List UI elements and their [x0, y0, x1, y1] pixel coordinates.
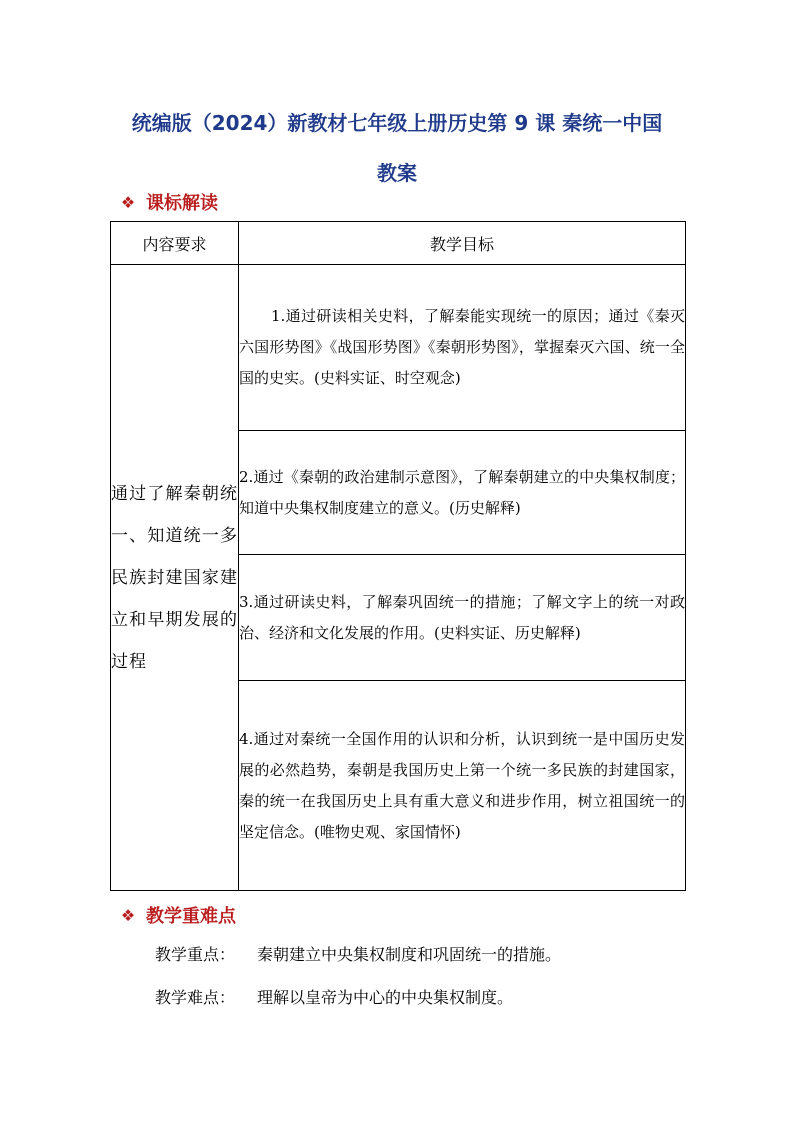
goal-cell-2: 2.通过《秦朝的政治建制示意图》，了解秦朝建立的中央集权制度；知道中央集权制度建立的意义。(历史解释) [239, 431, 686, 555]
title-line-2: 教案 [377, 161, 417, 185]
document-title [110, 98, 684, 198]
teaching-difficulty [155, 985, 513, 1008]
goal-cell-4: 4.通过对秦统一全国作用的认识和分析，认识到统一是中国历史发展的必然趋势，秦朝是我国历史上第一个统一多民族的封建国家，秦的统一在我国历史上具有重大意义和进步作用，树立祖国统一的坚定信念。(唯物史观、家国情怀) [239, 681, 686, 891]
table-header-row [111, 222, 686, 265]
section-heading-label: 课标解读 [146, 193, 218, 214]
header-content-requirement: 内容要求 [111, 222, 239, 265]
diamond-bullet-icon: ❖ [120, 192, 136, 212]
teaching-difficulty-text: 理解以皇帝为中心的中央集权制度。 [257, 988, 514, 1007]
goal-cell-3: 3.通过研读史料，了解秦巩固统一的措施；了解文字上的统一对政治、经济和文化发展的作用。(史料实证、历史解释) [239, 555, 686, 681]
table-row [111, 265, 686, 431]
diamond-bullet-icon: ❖ [120, 905, 136, 925]
objectives-table [110, 221, 686, 891]
section-heading-label: 教学重难点 [146, 906, 236, 927]
section-heading-keypoints [120, 902, 236, 928]
teaching-focus-label: 教学重点： [155, 945, 236, 964]
teaching-focus [155, 942, 561, 965]
section-heading-standards [120, 189, 218, 215]
title-line-1: 统编版（2024）新教材七年级上册历史第 9 课 秦统一中国 [131, 111, 663, 135]
content-requirement-cell: 通过了解秦朝统一、知道统一多民族封建国家建立和早期发展的过程 [111, 265, 239, 891]
header-teaching-goals: 教学目标 [239, 222, 686, 265]
goal-cell-1: 1.通过研读相关史料，了解秦能实现统一的原因；通过《秦灭六国形势图》《战国形势图》《秦朝形势图》，掌握秦灭六国、统一全国的史实。(史料实证、时空观念) [239, 265, 686, 431]
teaching-difficulty-label: 教学难点： [155, 988, 236, 1007]
teaching-focus-text: 秦朝建立中央集权制度和巩固统一的措施。 [257, 945, 562, 964]
